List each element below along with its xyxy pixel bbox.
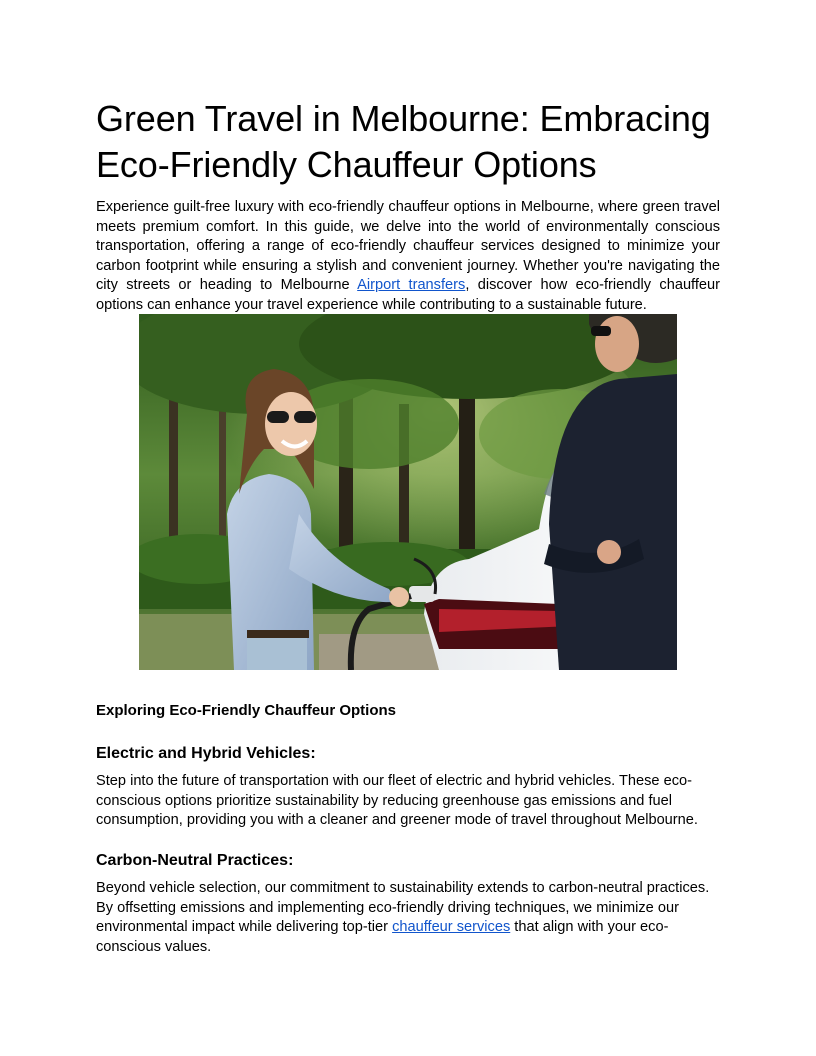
carbon-text-after: that align with your eco-conscious values.	[96, 919, 669, 955]
document-page	[96, 96, 720, 955]
ev-charging-photo	[139, 314, 677, 670]
electric-hybrid-text: Step into the future of transportation with our fleet of electric and hybrid vehicles. These eco-conscious options prioritize sustainability by reducing greenhouse gas emissions and fuel consumption, providing you with a cleaner and greener mode of travel throughout Melbourne.	[96, 773, 698, 828]
intro-paragraph	[96, 198, 720, 315]
intro-text-after: , discover how eco-friendly chauffeur options can enhance your travel experience while contributing to a sustainable future.	[96, 277, 720, 313]
electric-hybrid-heading: Electric and Hybrid Vehicles:	[96, 745, 316, 762]
chauffeur-services-link[interactable]: chauffeur services	[392, 919, 511, 935]
section-heading: Exploring Eco-Friendly Chauffeur Options	[96, 702, 397, 719]
carbon-text-before: Beyond vehicle selection, our commitment to sustainability extends to carbon-neutral practices. By offsetting emissions and implementing eco-friendly driving techniques, we minimize our environmental impact while delivering top-tier	[96, 880, 710, 935]
page-title: Green Travel in Melbourne: Embracing Eco-Friendly Chauffeur Options	[96, 98, 711, 185]
carbon-neutral-text	[96, 879, 720, 957]
intro-text-before: Experience guilt-free luxury with eco-friendly chauffeur options in Melbourne, where green travel meets premium comfort. In this guide, we delve into the world of environmentally conscious transportation, offering a range of eco-friendly chauffeur services designed to minimize your carbon footprint while ensuring a stylish and convenient journey. Whether you're navigating the city streets or heading to Melbourne	[96, 199, 720, 293]
electric-hybrid-block	[96, 744, 720, 831]
carbon-neutral-heading: Carbon-Neutral Practices:	[96, 852, 294, 869]
carbon-neutral-block	[96, 851, 720, 957]
ev-charging-illustration	[139, 314, 677, 670]
airport-transfers-link[interactable]: Airport transfers	[357, 277, 466, 293]
